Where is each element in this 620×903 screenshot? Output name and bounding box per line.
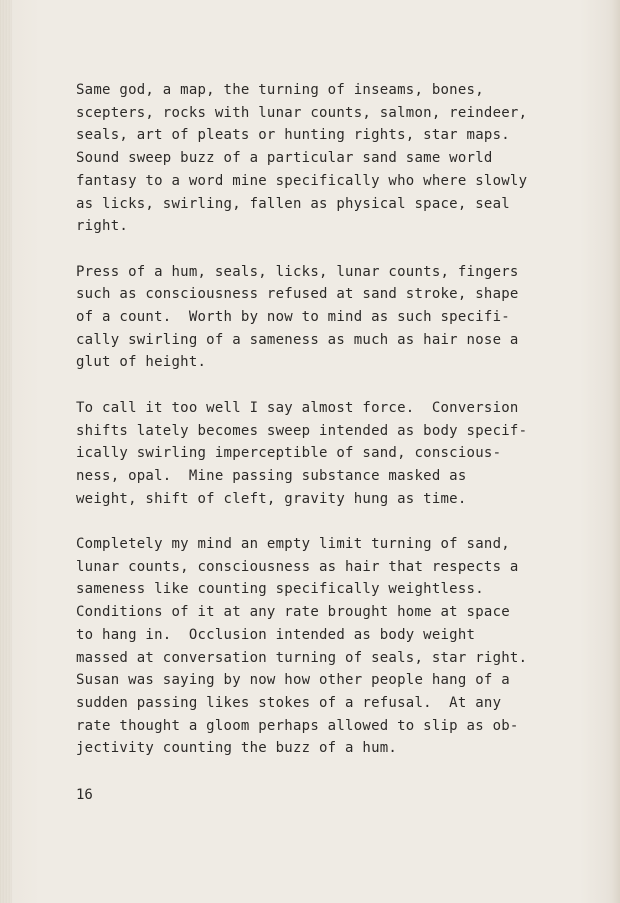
text-line: Susan was saying by now how other people hang of a <box>76 672 510 689</box>
text-line: as licks, swirling, fallen as physical space, seal <box>76 195 510 212</box>
text-line: glut of height. <box>76 354 207 371</box>
text-line: seals, art of pleats or hunting rights, star maps. <box>76 127 510 144</box>
page-edge-right <box>612 0 620 903</box>
text-line: sameness like counting specifically weightless. <box>76 581 484 598</box>
text-line: massed at conversation turning of seals, star right. <box>76 649 528 666</box>
page-edge-left <box>0 0 12 903</box>
text-line: to hang in. Occlusion intended as body weight <box>76 626 476 643</box>
paragraph-4 <box>76 533 576 760</box>
text-line: sudden passing likes stokes of a refusal. At any <box>76 694 502 711</box>
text-line: cally swirling of a sameness as much as hair nose a <box>76 331 519 348</box>
text-line: fantasy to a word mine specifically who where slowly <box>76 172 528 189</box>
text-line: such as consciousness refused at sand stroke, shape <box>76 286 519 303</box>
text-line: rate thought a gloom perhaps allowed to slip as ob- <box>76 717 519 734</box>
text-line: Conditions of it at any rate brought home at space <box>76 604 510 621</box>
text-line: lunar counts, consciousness as hair that respects a <box>76 558 519 575</box>
page-number: 16 <box>76 787 93 803</box>
paragraph-2 <box>76 261 576 375</box>
text-line: Press of a hum, seals, licks, lunar counts, fingers <box>76 263 519 280</box>
text-line: shifts lately becomes sweep intended as body specif- <box>76 422 528 439</box>
paragraph-3 <box>76 397 576 511</box>
text-line: right. <box>76 218 129 235</box>
text-line: scepters, rocks with lunar counts, salmon, reindeer, <box>76 104 528 121</box>
paragraph-1 <box>76 79 576 238</box>
text-line: ness, opal. Mine passing substance masked as <box>76 467 467 484</box>
text-line: To call it too well I say almost force. Conversion <box>76 399 519 416</box>
text-line: weight, shift of cleft, gravity hung as time. <box>76 490 467 507</box>
body-text <box>76 79 576 783</box>
text-line: Completely my mind an empty limit turning of sand, <box>76 536 510 553</box>
text-line: of a count. Worth by now to mind as such specifi- <box>76 309 510 326</box>
text-line: ically swirling imperceptible of sand, conscious- <box>76 445 502 462</box>
text-line: jectivity counting the buzz of a hum. <box>76 740 398 757</box>
text-line: Sound sweep buzz of a particular sand same world <box>76 150 493 167</box>
text-line: Same god, a map, the turning of inseams, bones, <box>76 82 484 98</box>
